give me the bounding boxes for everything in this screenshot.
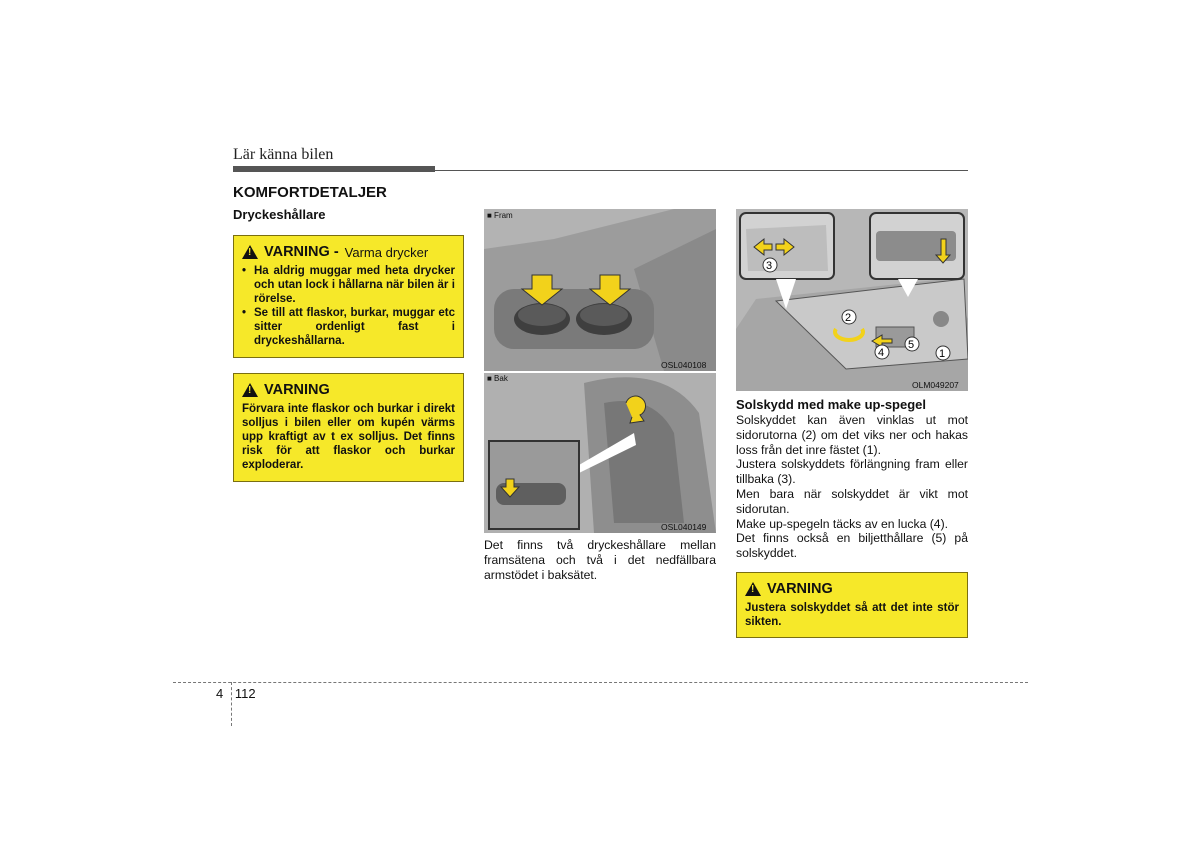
header-rule bbox=[435, 170, 968, 171]
warning-box-sunlight bbox=[233, 373, 464, 482]
figure-code-visor: OLM049207 bbox=[912, 380, 959, 390]
warning-list bbox=[242, 264, 455, 348]
rear-cupholder-image bbox=[484, 373, 716, 533]
callout-3: 3 bbox=[766, 260, 773, 272]
callout-5: 5 bbox=[908, 339, 915, 351]
section-title: KOMFORTDETALJER bbox=[233, 184, 387, 201]
warning-item: • Se till att flaskor, burkar, muggar etc sitter ordenligt fast i dryckeshållarna. bbox=[242, 306, 455, 348]
footer-rule bbox=[173, 682, 1028, 683]
sun-visor-description bbox=[736, 413, 968, 561]
callout-2: 2 bbox=[845, 312, 852, 324]
figure-label-front: ■ Fram bbox=[487, 211, 513, 220]
warning-subtitle: Varma drycker bbox=[344, 244, 429, 260]
warning-icon bbox=[745, 582, 761, 596]
warning-text: Justera solskyddet så att det inte stör sikten. bbox=[745, 602, 959, 628]
warning-text: Förvara inte flaskor och burkar i direkt solljus i bilen eller om kupén värms upp kraftigt av t ex solljus. Det finns risk för att flaskor och burkar exploderar. bbox=[242, 403, 455, 471]
paragraph: Det finns också en biljetthållare (5) på solskyddet. bbox=[736, 531, 968, 561]
callout-4: 4 bbox=[878, 347, 885, 359]
warning-icon bbox=[242, 383, 258, 397]
callout-1: 1 bbox=[939, 348, 946, 360]
paragraph: Justera solskyddets förlängning fram eller tillbaka (3). bbox=[736, 457, 968, 487]
chapter-title: Lär känna bilen bbox=[233, 146, 334, 163]
sun-visor-image bbox=[736, 209, 968, 391]
figure-code-rear: OSL040149 bbox=[661, 522, 707, 532]
paragraph: Men bara när solskyddet är vikt mot sidorutan. bbox=[736, 486, 968, 516]
cupholder-description: Det finns två dryckeshållare mellan framsätena och två i det nedfällbara armstödet i baksätet. bbox=[484, 538, 716, 582]
warning-title: VARNING bbox=[264, 382, 330, 398]
warning-box-visor bbox=[736, 572, 968, 638]
subsection-title: Dryckeshållare bbox=[233, 207, 326, 222]
page-number bbox=[216, 686, 256, 701]
chapter-number: 4 bbox=[216, 686, 224, 701]
warning-title: VARNING - bbox=[264, 244, 339, 260]
warning-item: • Ha aldrig muggar med heta drycker och utan lock i hållarna när bilen är i rörelse. bbox=[242, 264, 455, 306]
figure-code-front: OSL040108 bbox=[661, 360, 707, 370]
front-cupholder-image bbox=[484, 209, 716, 371]
warning-box-hot-drinks bbox=[233, 235, 464, 358]
page-number-value: 112 bbox=[234, 686, 256, 701]
figure-label-rear: ■ Bak bbox=[487, 374, 508, 383]
warning-icon bbox=[242, 245, 258, 259]
paragraph: Make up-spegeln täcks av en lucka (4). bbox=[736, 516, 949, 531]
sun-visor-title: Solskydd med make up-spegel bbox=[736, 397, 927, 412]
header-bar bbox=[233, 166, 435, 172]
warning-title: VARNING bbox=[767, 581, 833, 597]
paragraph: Solskyddet kan även vinklas ut mot sidorutorna (2) om det viks ner och hakas loss från det inre fästet (1). bbox=[736, 413, 968, 457]
